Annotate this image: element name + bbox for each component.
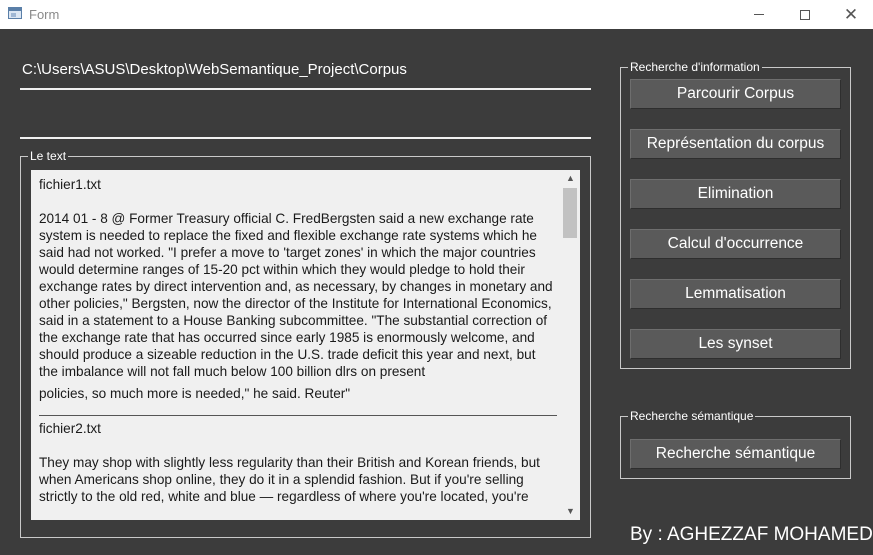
- text-groupbox: [20, 149, 591, 538]
- scroll-down-icon[interactable]: ▼: [566, 506, 575, 516]
- text-content: [39, 176, 557, 505]
- lemmatisation-button[interactable]: Lemmatisation: [630, 279, 841, 309]
- browse-corpus-button[interactable]: Parcourir Corpus: [630, 79, 841, 109]
- title-bar: [0, 0, 873, 29]
- file-name: fichier1.txt: [39, 177, 101, 192]
- file-text: 2014 01 - 8 @ Former Treasury official C. FredBergsten said a new exchange rate system is needed to replace the fixed and flexible exchange rate systems which he said had not worked. "I prefer a move to 'target zones' in which the major countries would determine ranges of 15-20 pct within which they would pledge to hold their exchange rates by direct intervention and, as necessary, by changes in monetary and other policies," Bergsten, now the director of the Institute for International Economics, said in a statement to a House Banking subcommittee. "The substantial correction of the exchange rate that has occurred since early 1985 is enormously welcome, and should produce a sizeable reduction in the U.S. trade deficit this year and next, but the imbalance will not fall much below 100 billion dlrs on present: [39, 211, 553, 379]
- semantic-group-title: Recherche sémantique: [630, 409, 754, 423]
- elimination-button[interactable]: Elimination: [630, 179, 841, 209]
- author-signature: By : AGHEZZAF MOHAMED: [630, 524, 873, 545]
- minimize-icon: [754, 14, 764, 15]
- occurrence-button[interactable]: Calcul d'occurrence: [630, 229, 841, 259]
- vertical-scrollbar[interactable]: [561, 170, 580, 520]
- file-text-end: policies, so much more is needed," he said. Reuter": [39, 386, 351, 401]
- file-text: They may shop with slightly less regularity than their British and Korean friends, but when Americans shop online, they do it in a splendid fashion. But if you're selling strictly to the old red, white and blue — regardless of where you're located, you're: [39, 455, 540, 504]
- window-title: Form: [29, 7, 60, 22]
- file-separator: [39, 415, 557, 416]
- minimize-button[interactable]: [736, 0, 782, 29]
- app-icon: [8, 7, 22, 19]
- synset-button[interactable]: Les synset: [630, 329, 841, 359]
- close-button[interactable]: [828, 0, 873, 29]
- scroll-up-icon[interactable]: ▲: [566, 173, 575, 183]
- semantic-search-groupbox: [620, 409, 851, 479]
- maximize-icon: [800, 10, 810, 20]
- close-icon: ✕: [843, 4, 859, 24]
- semantic-search-button[interactable]: Recherche sémantique: [630, 439, 841, 469]
- scroll-thumb[interactable]: [563, 188, 577, 238]
- maximize-button[interactable]: [782, 0, 828, 29]
- corpus-path-label: C:\Users\ASUS\Desktop\WebSemantique_Project\Corpus: [22, 61, 407, 78]
- corpus-representation-button[interactable]: Représentation du corpus: [630, 129, 841, 159]
- file-name: fichier2.txt: [39, 421, 101, 436]
- info-group-title: Recherche d'information: [630, 60, 760, 74]
- path-underline: [20, 88, 591, 90]
- info-search-groupbox: [620, 60, 851, 369]
- text-group-title: Le text: [30, 149, 67, 163]
- text-display-area[interactable]: [31, 170, 580, 520]
- secondary-line-field[interactable]: [20, 137, 591, 139]
